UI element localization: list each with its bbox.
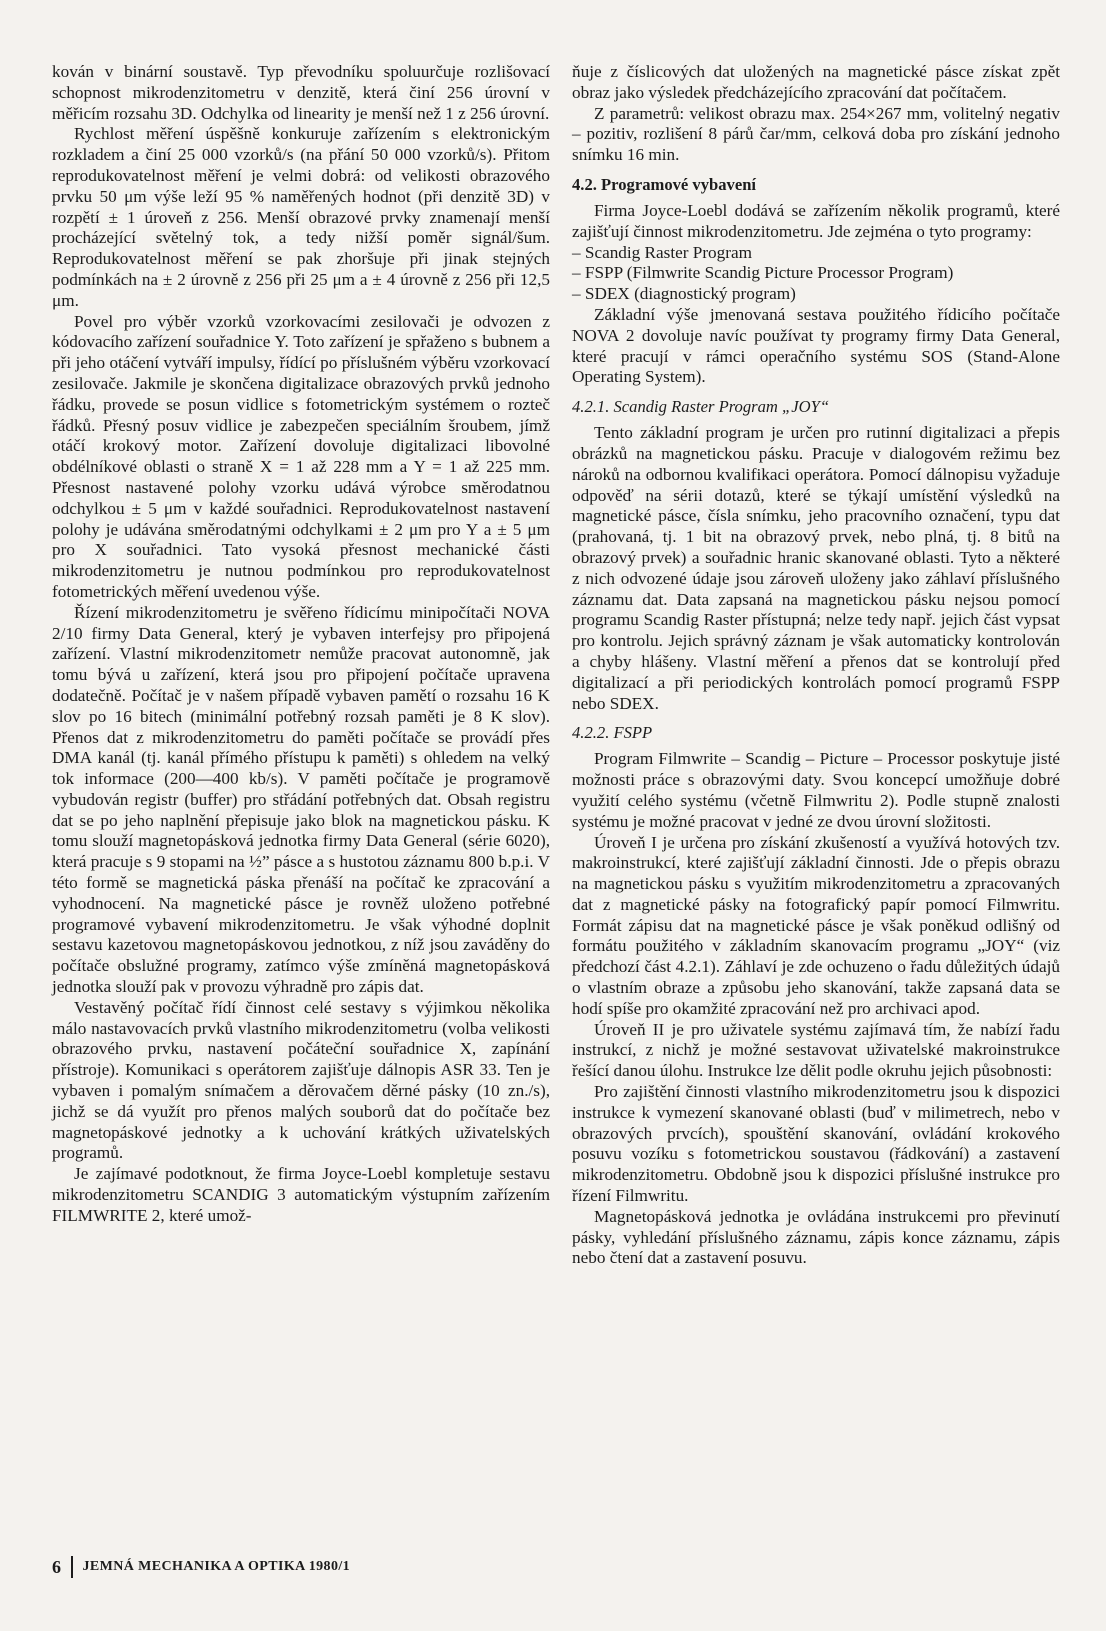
paragraph: Úroveň I je určena pro získání zkušeností a využívá hotových tzv. makroinstrukcí, které zajišťují základní činnosti. Jde o přepis obrazu na magnetickou pásku s využitím mikrodenzitometru a zpracovaných dat z magnetické pásky na fotografický papír pomocí Filmwritu. Formát zápisu dat na magnetické pásce je však poněkud odlišný od formátu použitého v základním skanovacím programu „JOY“ (viz předchozí část 4.2.1). Záhlaví je zde ochuzeno o řadu důležitých údajů o vlastním obraze a způsobu jeho skanování, takže zapsaná data se hodí spíše pro okamžité zpracování než pro archivaci apod. [572, 832, 1060, 1018]
paragraph: Základní výše jmenovaná sestava použitého řídicího počítače NOVA 2 dovoluje navíc používat ty programy firmy Data General, které pracují v rámci operačního systému SOS (Stand-Alone Operating System). [572, 304, 1060, 387]
section-heading-4-2: 4.2. Programové vybavení [572, 174, 757, 194]
paragraph: kován v binární soustavě. Typ převodníku spoluurčuje rozlišovací schopnost mikrodenzitometru v denzitě, která činí 256 úrovní v měřicím rozsahu 3D. Odchylka od linearity je menší než 1 z 256 úrovní. [52, 62, 550, 123]
subsection-heading-4-2-2: 4.2.2. FSPP [572, 723, 653, 743]
paragraph: Program Filmwrite – Scandig – Picture – Processor poskytuje jisté možnosti práce s obrazovými daty. Svou koncepcí umožňuje dobré využití celého systému (včetně Filmwritu 2). Podle stupně znalosti systému je možné pracovat v jedné ze dvou úrovní složitosti. [572, 749, 1060, 831]
right-column [572, 62, 1060, 1269]
paragraph: Je zajímavé podotknout, že firma Joyce-Loebl kompletuje sestavu mikrodenzitometru SCANDIG 3 automatickým výstupním zařízením FILMWRITE 2, které umož- [52, 1164, 550, 1225]
paragraph: Firma Joyce-Loebl dodává se zařízením několik programů, které zajišťují činnost mikrodenzitometru. Jde zejména o tyto programy: [572, 200, 1060, 241]
page-footer [52, 1556, 350, 1578]
paragraph: Pro zajištění činnosti vlastního mikrodenzitometru jsou k dispozici instrukce k vymezení skanované oblasti (buď v milimetrech, nebo v obrazových prvcích), spouštění skanování, ovládání krokového posuvu vozíku s fotometrickou soustavou (řádkování) a zastavení mikrodenzitometru. Obdobně jsou k dispozici příslušné instrukce pro řízení Filmwritu. [572, 1082, 1060, 1206]
list-item: – Scandig Raster Program [572, 242, 752, 262]
paragraph: Magnetopásková jednotka je ovládána instrukcemi pro převinutí pásky, vyhledání příslušného záznamu, zápis konce záznamu, zápis nebo čtení dat a zastavení posuvu. [572, 1206, 1060, 1268]
paragraph: Rychlost měření úspěšně konkuruje zařízením s elektronickým rozkladem a činí 25 000 vzorků/s (na přání 50 000 vzorků/s). Přitom reprodukovatelnost měření je velmi dobrá: od velikosti obrazového prvku 50 μm výše leží 95 % naměřených hodnot (při denzitě 3D) v rozpětí ± 1 úroveň z 256. Menší obrazové prvky znamenají menší procházející světelný tok, a tedy nižší poměr signál/šum. Reprodukovatelnost měření se pak zhoršuje při jinak stejných podmínkách na ± 2 úrovně z 256 při 25 μm a ± 4 úrovně z 256 při 12,5 μm. [52, 124, 550, 310]
paragraph: Z parametrů: velikost obrazu max. 254×267 mm, volitelný negativ – pozitiv, rozlišení 8 párů čar/mm, celková doba pro získání jednoho snímku 16 min. [572, 103, 1060, 165]
paragraph: Řízení mikrodenzitometru je svěřeno řídicímu minipočítači NOVA 2/10 firmy Data General, který je vybaven interfejsy pro připojená zařízení. Vlastní mikrodenzitometr nemůže pracovat autonomně, jak tomu bývá u zařízení, která jsou pro připojení počítače upravena dodatečně. Počítač je v našem případě vybaven pamětí o rozsahu 16 K slov po 16 bitech (minimální potřebný rozsah paměti je 8 K slov). Přenos dat z mikrodenzitometru do paměti počítače se provádí přes DMA kanál (tj. kanál přímého přístupu k paměti) s ohledem na velký tok informace (200—400 kb/s). V paměti počítače je programově vybudován registr (buffer) pro střádání potřebných dat. Obsah registru dat se po jeho naplnění přepisuje jako blok na magnetickou pásku. K tomu slouží magnetopásková jednotka firmy Data General (série 6020), která pracuje s 9 stopami na ½” pásce a s hustotou záznamu 800 b.p.i. V této formě se magnetická páska přenáší na počítač ke zpracování a vyhodnocení. Na magnetické pásce je rovněž uloženo potřebné programové vybavení mikrodenzitometru. Je však výhodné doplnit sestavu kazetovou magnetopáskovou jednotkou, z níž jsou zaváděny do počítače obslužné programy, zatímco výše zmíněná magnetopásková jednotka slouží pak v provozu výhradně pro zápis dat. [52, 602, 550, 997]
list-item: – SDEX (diagnostický program) [572, 284, 796, 304]
footer-divider [71, 1556, 73, 1578]
page-number: 6 [52, 1557, 61, 1577]
program-list [572, 243, 1060, 305]
list-item: – FSPP (Filmwrite Scandig Picture Processor Program) [572, 263, 954, 283]
paragraph: ňuje z číslicových dat uložených na magnetické pásce získat zpět obraz jako výsledek předcházejícího zpracování dat počítačem. [572, 62, 1060, 102]
journal-title: JEMNÁ MECHANIKA A OPTIKA 1980/1 [82, 1559, 351, 1574]
paragraph: Povel pro výběr vzorků vzorkovacími zesilovači je odvozen z kódovacího zařízení souřadnice Y. Toto zařízení je spřaženo s bubnem a při jeho otáčení vytváří impulsy, řídící po příslušném výběru vzorkovací zesilovače. Jakmile je skončena digitalizace obrazových prvků jednoho řádku, provede se posun vidlice s fotometrickým systémem o rozteč řádků. Přesný posuv vidlice je zabezpečen speciálním šroubem, jímž otáčí krokový motor. Zařízení dovoluje digitalizaci libovolné obdélníkové oblasti o straně X = 1 až 228 mm a Y = 1 až 225 mm. Přesnost nastavené polohy vzorku udává výrobce směrodatnou odchylkou ± 5 μm v každé souřadnici. Reprodukovatelnost nastavení polohy je udávána směrodatnými odchylkami ± 2 μm pro Y a ± 5 μm pro X souřadnici. Tato vysoká přesnost mechanické části mikrodenzitometru je nutnou podmínkou pro reprodukovatelnost fotometrických měření uvedenou výše. [52, 311, 550, 601]
subsection-heading-4-2-1: 4.2.1. Scandig Raster Program „JOY“ [572, 397, 830, 417]
left-column [52, 62, 550, 1227]
paragraph: Vestavěný počítač řídí činnost celé sestavy s výjimkou několika málo nastavovacích prvků vlastního mikrodenzitometru (volba velikosti obrazového prvku, nastavení počáteční souřadnice X, zapínání přístroje). Komunikaci s operátorem zajišťuje dálnopis ASR 33. Ten je vybaven i pomalým snímačem a děrovačem děrné pásky (10 zn./s), jichž se dá využít pro přenos malých souborů dat do počítače bez magnetopáskové jednotky a k uchování krátkých uživatelských programů. [52, 997, 550, 1163]
paragraph: Úroveň II je pro uživatele systému zajímavá tím, že nabízí řadu instrukcí, z nichž je možné sestavovat uživatelské makroinstrukce řešící danou úlohu. Instrukce lze dělit podle okruhu jejich působnosti: [572, 1019, 1060, 1081]
paragraph: Tento základní program je určen pro rutinní digitalizaci a přepis obrázků na magnetickou pásku. Pracuje v dialogovém režimu bez nároků na odbornou kvalifikaci operátora. Pomocí dálnopisu vyžaduje odpověď na sérii dotazů, které se týkají umístění výsledků na magnetické pásce, čísla snímku, jeho pracovního označení, typu dat (prahovaná, tj. 1 bit na obrazový prvek, nebo plná, tj. 8 bitů na obrazový prvek) a souřadnic hranic skanované oblasti. Tyto a některé z nich odvozené údaje jsou zároveň uloženy jako záhlaví příslušného záznamu dat. Data zapsaná na magnetickou pásku nejsou pomocí programu Scandig Raster přístupná; nelze tedy např. jejich část vypsat pro kontrolu. Jejich správný záznam je však automaticky kontrolován a chyby hlášeny. Vlastní měření a přenos dat se kontrolují před digitalizací a při periodických kontrolách pomocí programů FSPP nebo SDEX. [572, 423, 1060, 713]
